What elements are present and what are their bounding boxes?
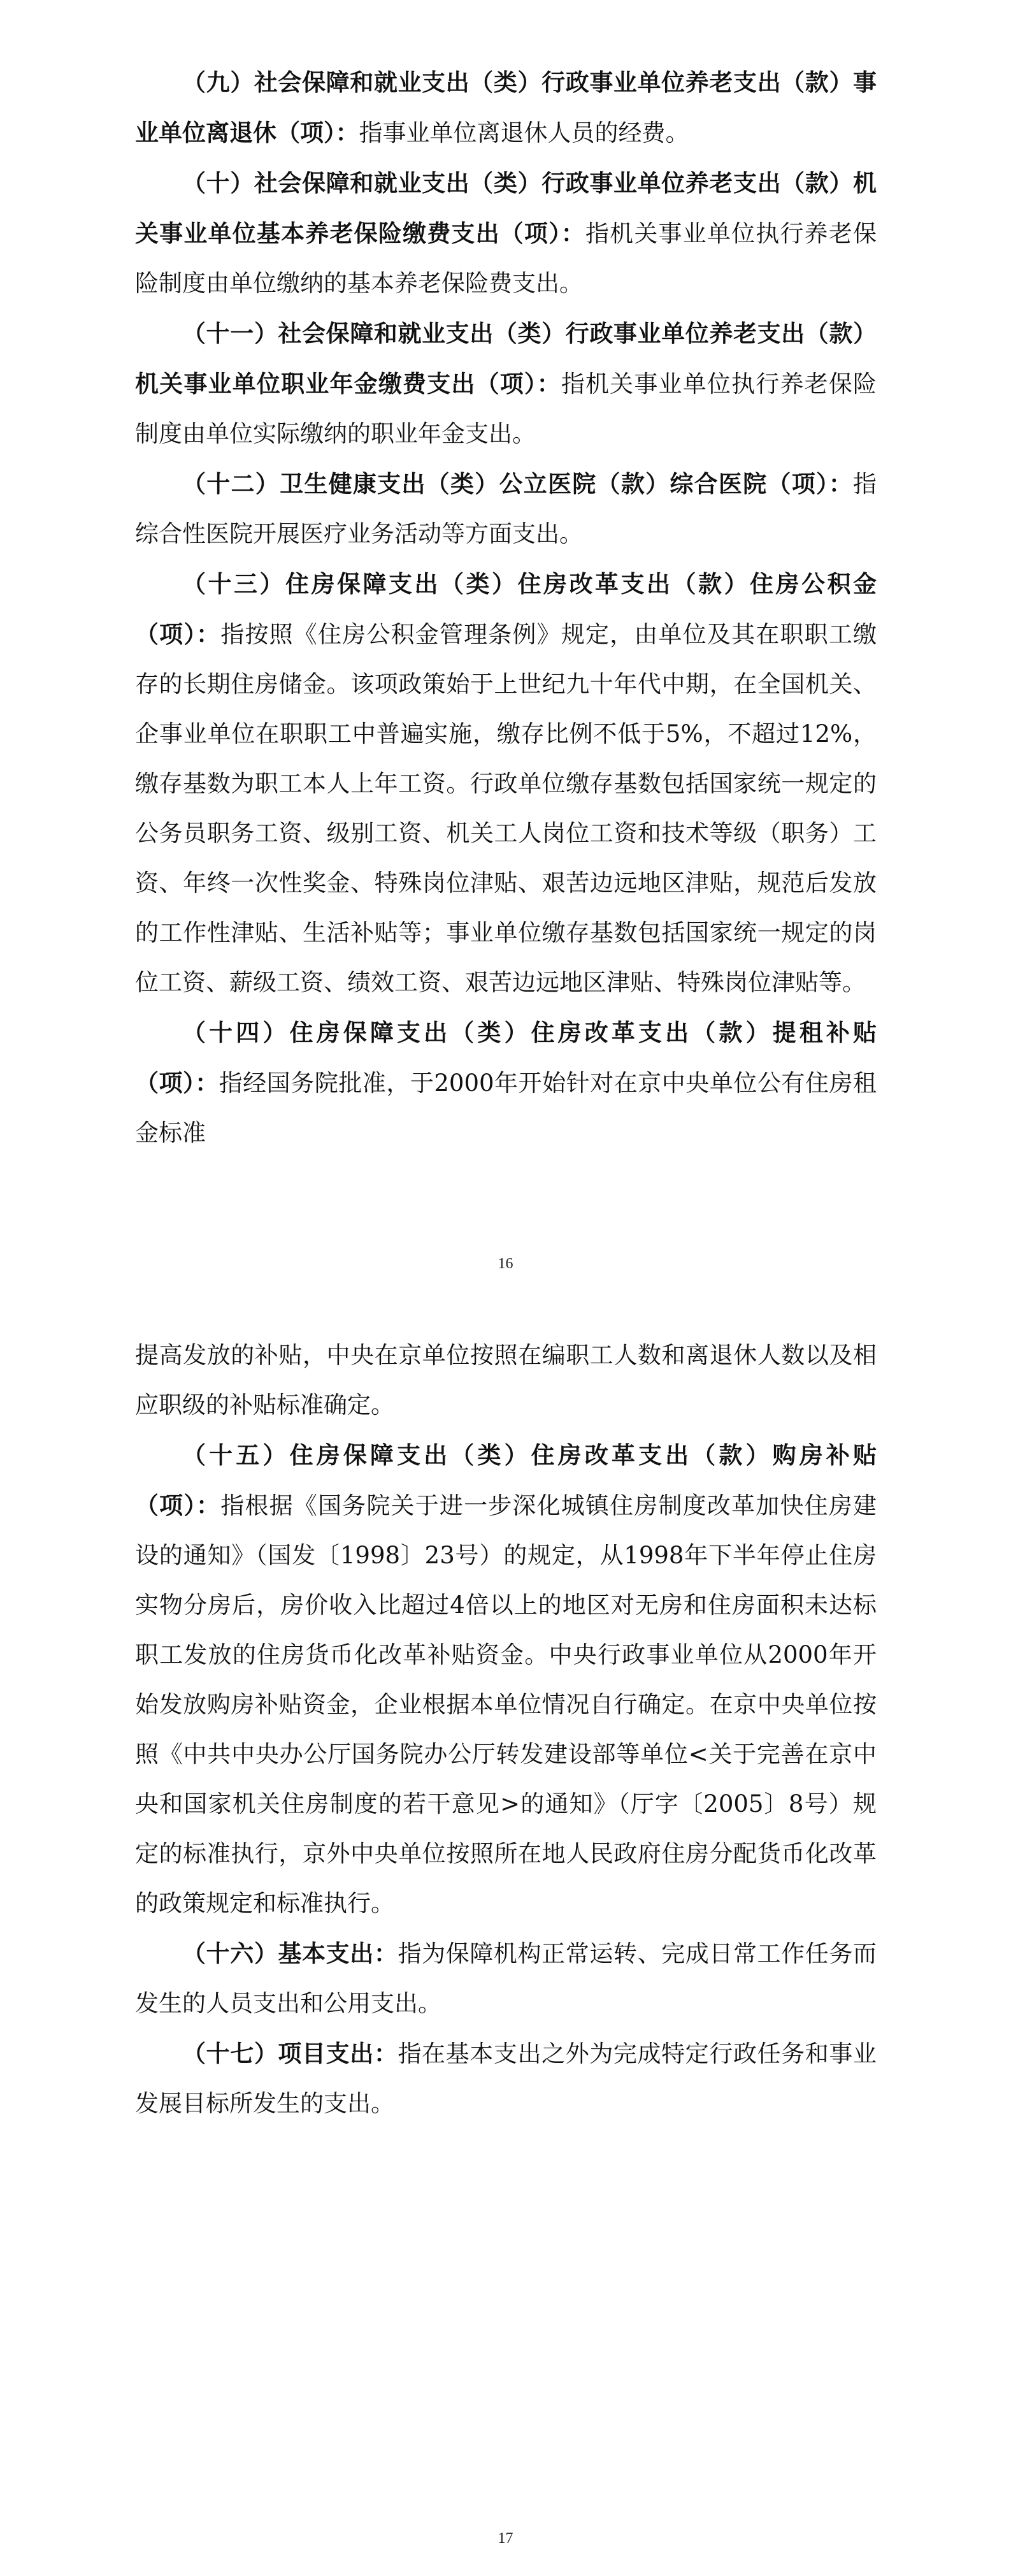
term-description: 指事业单位离退休人员的经费。 [359, 119, 689, 147]
paragraph-item-12 [135, 459, 877, 559]
page-body [135, 57, 877, 1158]
term-label: （十一）社会保障和就业支出（类）行政事业单位养老支出（款）机关事业单位职业年金缴费支出（项）： [135, 319, 877, 398]
term-label: （十三）住房保障支出（类）住房改革支出（款）住房公积金（项）： [135, 570, 877, 648]
document-page-16 [0, 0, 1011, 1281]
term-label: （十七）项目支出： [182, 2039, 398, 2067]
paragraph-continuation: 提高发放的补贴，中央在京单位按照在编职工人数和离退休人数以及相应职级的补贴标准确定。 [135, 1342, 877, 1419]
term-label: （十二）卫生健康支出（类）公立医院（款）综合医院（项）： [182, 470, 853, 498]
term-label: （九）社会保障和就业支出（类）行政事业单位养老支出（款）事业单位离退休（项）： [135, 68, 877, 147]
term-label: （十六）基本支出： [182, 1939, 398, 1967]
document-page-17 [0, 1281, 1011, 2576]
page-number: 17 [498, 2530, 513, 2547]
paragraph-item-11 [135, 308, 877, 459]
paragraph-item-14 [135, 1008, 877, 1158]
term-description: 指综合性医院开展医疗业务活动等方面支出。 [135, 470, 877, 547]
page-body [135, 1331, 877, 2129]
term-description: 指按照《住房公积金管理条例》规定，由单位及其在职职工缴存的长期住房储金。该项政策始于上世纪九十年代中期，在全国机关、企事业单位在职职工中普遍实施，缴存比例不低于5%，不超过12%，缴存基数为职工本人上年工资。行政单位缴存基数包括国家统一规定的公务员职务工资、级别工资、机关工人岗位工资和技术等级（职务）工资、年终一次性奖金、特殊岗位津贴、艰苦边远地区津贴，规范后发放的工作性津贴、生活补贴等；事业单位缴存基数包括国家统一规定的岗位工资、薪级工资、绩效工资、艰苦边远地区津贴、特殊岗位津贴等。 [135, 621, 877, 996]
paragraph-item-16 [135, 1928, 877, 2029]
paragraph-item-10 [135, 158, 877, 308]
term-description: 指经国务院批准，于2000年开始针对在京中央单位公有住房租金标准 [135, 1069, 877, 1147]
term-label: （十五）住房保障支出（类）住房改革支出（款）购房补贴（项）： [135, 1441, 877, 1519]
paragraph-item-9 [135, 57, 877, 158]
term-description: 指根据《国务院关于进一步深化城镇住房制度改革加快住房建设的通知》（国发〔1998〕23号）的规定，从1998年下半年停止住房实物分房后，房价收入比超过4倍以上的地区对无房和住房面积未达标职工发放的住房货币化改革补贴资金。中央行政事业单位从2000年开始发放购房补贴资金，企业根据本单位情况自行确定。在京中央单位按照《中共中央办公厅国务院办公厅转发建设部等单位<关于完善在京中央和国家机关住房制度的若干意见>的通知》（厅字〔2005〕8号）规定的标准执行，京外中央单位按照所在地人民政府住房分配货币化改革的政策规定和标准执行。 [135, 1492, 877, 1917]
paragraph-item-15 [135, 1430, 877, 1928]
term-description: 指机关事业单位执行养老保险制度由单位实际缴纳的职业年金支出。 [135, 370, 877, 447]
paragraph-item-17 [135, 2029, 877, 2129]
paragraph-item-13 [135, 559, 877, 1008]
term-label: （十四）住房保障支出（类）住房改革支出（款）提租补贴（项）： [135, 1018, 877, 1097]
term-label: （十）社会保障和就业支出（类）行政事业单位养老支出（款）机关事业单位基本养老保险缴费支出（项）： [135, 169, 877, 247]
term-description: 指为保障机构正常运转、完成日常工作任务而发生的人员支出和公用支出。 [135, 1940, 877, 2017]
page-number: 16 [498, 1255, 513, 1272]
term-description: 指机关事业单位执行养老保险制度由单位缴纳的基本养老保险费支出。 [135, 220, 877, 297]
term-description: 指在基本支出之外为完成特定行政任务和事业发展目标所发生的支出。 [135, 2040, 877, 2117]
